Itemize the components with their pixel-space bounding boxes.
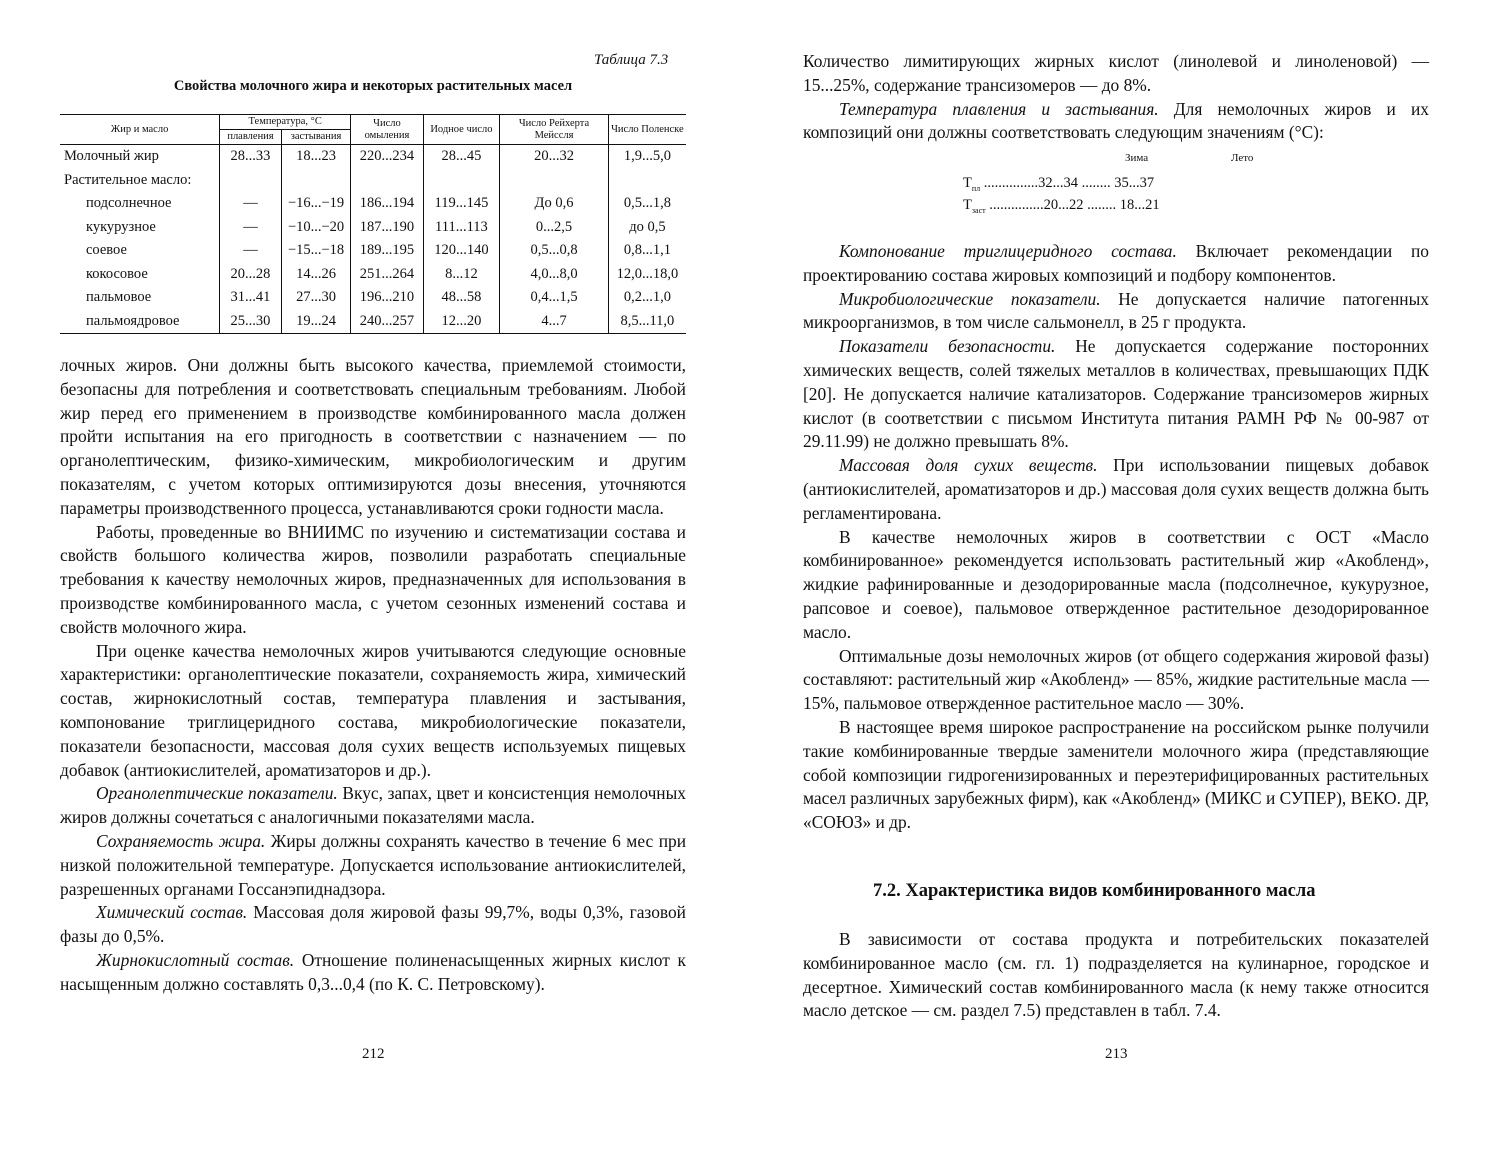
right-body-text-middle bbox=[803, 240, 1429, 835]
cell-rm: 20...32 bbox=[500, 145, 609, 169]
paragraph: В настоящее время широкое распространение на российском рынке получили такие комбинированные твердые заменители молочного жира (представляющие собой композиции гидрогенизированных и переэтерифицированных растительных масел различных зарубежных фирм), как «Акобленд» (МИКС и СУПЕР), ВЕКО. ДР, «СОЮЗ» и др. bbox=[803, 716, 1429, 833]
leader-dots: ........ bbox=[1083, 197, 1120, 213]
cell-sapon: 251...264 bbox=[351, 263, 423, 287]
cell-solid: −15...−18 bbox=[281, 239, 350, 263]
paragraph: Количество лимитирующих жирных кислот (линолевой и линоленовой) — 15...25%, содержание трансизомеров — до 8%. bbox=[803, 51, 1429, 95]
paragraph-lead: Массовая доля сухих веществ. bbox=[839, 455, 1098, 476]
cell-name: соевое bbox=[86, 242, 127, 258]
table-row bbox=[60, 216, 686, 240]
cell-solid: 27...30 bbox=[281, 286, 350, 310]
leader-dots: ........ bbox=[1078, 175, 1115, 191]
cell-pol: 0,2...1,0 bbox=[608, 286, 686, 310]
col-header-saponification: Число омыления bbox=[351, 115, 423, 145]
right-body-text-top bbox=[803, 50, 1429, 145]
col-header-melting: плавления bbox=[220, 130, 282, 145]
paragraph-lead: Микробиологические показатели. bbox=[839, 288, 1101, 309]
cell-solid: −16...−19 bbox=[281, 192, 350, 216]
cell-melt: 28...33 bbox=[220, 145, 282, 169]
paragraph bbox=[803, 98, 1429, 146]
cell-rm: 4,0...8,0 bbox=[500, 263, 609, 287]
paragraph: Работы, проведенные во ВНИИМС по изучению и систематизации состава и свойств большого количества жиров, позволили разработать специальные требования к качеству немолочных жиров, предназначенных для использования в производстве комбинированного масла, с учетом сезонных изменений состава и свойств молочного жира. bbox=[60, 521, 686, 637]
temperature-header bbox=[963, 152, 1293, 172]
cell-rm bbox=[500, 169, 609, 193]
cell-rm: 0,5...0,8 bbox=[500, 239, 609, 263]
paragraph-text: Жиры должны сохранять качество в течение 6 мес при низкой положительной температуре. Допускается использование антиокислителей, разрешенных органами Госсанэпиднадзора. bbox=[60, 830, 686, 899]
cell-sapon: 189...195 bbox=[351, 239, 423, 263]
cell-melt: — bbox=[220, 239, 282, 263]
summer-value: 35...37 bbox=[1114, 175, 1155, 191]
cell-name: Растительное масло: bbox=[64, 171, 192, 188]
cell-rm: 0,4...1,5 bbox=[500, 286, 609, 310]
cell-melt bbox=[220, 169, 282, 193]
paragraph-lead: Жирнокислотный состав. bbox=[96, 949, 295, 970]
cell-melt: — bbox=[220, 192, 282, 216]
winter-value: 32...34 bbox=[1038, 175, 1079, 191]
cell-iodine: 119...145 bbox=[423, 192, 500, 216]
leader-dots: ............... bbox=[985, 197, 1044, 213]
cell-name: подсолнечное bbox=[86, 195, 172, 211]
temperature-row-melting bbox=[963, 172, 1293, 194]
cell-rm: До 0,6 bbox=[500, 192, 609, 216]
cell-sapon bbox=[351, 169, 423, 193]
paragraph bbox=[60, 782, 686, 830]
cell-pol: до 0,5 bbox=[608, 216, 686, 240]
paragraph bbox=[60, 830, 686, 901]
paragraph bbox=[60, 949, 686, 997]
cell-name: кокосовое bbox=[86, 265, 148, 282]
temp-subscript: заст bbox=[971, 205, 986, 215]
paragraph-text: Вкус, запах, цвет и консистенция немолочных жиров должны сочетаться с аналогичными показателями масла. bbox=[60, 783, 686, 828]
temperature-values bbox=[963, 152, 1293, 216]
col-header-iodine: Иодное число bbox=[423, 115, 500, 145]
paragraph-lead: Сохраняемость жира. bbox=[96, 830, 266, 851]
temperature-row-solidification bbox=[963, 194, 1293, 216]
cell-name: Молочный жир bbox=[64, 148, 159, 164]
paragraph bbox=[803, 240, 1429, 288]
paragraph-text: Включает рекомендации по проектированию состава жировых композиций и подбору компонентов. bbox=[803, 241, 1429, 285]
left-body-text bbox=[60, 354, 686, 997]
paragraph-lead: Химический состав. bbox=[96, 902, 248, 923]
paragraph-text: При использовании пищевых добавок (антиокислителей, ароматизаторов и др.) массовая доля сухих веществ должна быть регламентирована. bbox=[803, 455, 1429, 523]
col-header-reichert-meissl: Число Рейхерта Мейссля bbox=[500, 115, 609, 145]
paragraph-lead: Показатели безопасности. bbox=[839, 336, 1056, 357]
cell-sapon: 186...194 bbox=[351, 192, 423, 216]
paragraph-text: Не допускается наличие патогенных микроорганизмов, в том числе сальмонелл, в 25 г продукта. bbox=[803, 288, 1429, 333]
table-row bbox=[60, 145, 686, 169]
cell-rm: 4...7 bbox=[500, 310, 609, 334]
paragraph: Оптимальные дозы немолочных жиров (от общего содержания жировой фазы) составляют: растительный жир «Акобленд» — 85%, жидкие растительные масла — 15%, пальмовое отвержденное растительное масло — 30%. bbox=[803, 645, 1429, 714]
col-header-polenske: Число Поленске bbox=[608, 115, 686, 145]
winter-value: 20...22 bbox=[1043, 197, 1084, 213]
cell-melt: 31...41 bbox=[220, 286, 282, 310]
cell-solid: 14...26 bbox=[281, 263, 350, 287]
leader-dots: ............... bbox=[980, 175, 1039, 191]
col-header-fat: Жир и масло bbox=[110, 123, 169, 135]
cell-pol: 0,5...1,8 bbox=[608, 192, 686, 216]
cell-solid bbox=[281, 169, 350, 193]
table-label: Таблица 7.3 bbox=[594, 52, 669, 68]
cell-iodine bbox=[423, 169, 500, 193]
cell-pol: 8,5...11,0 bbox=[608, 310, 686, 334]
cell-pol: 1,9...5,0 bbox=[608, 145, 686, 169]
cell-melt: 20...28 bbox=[220, 263, 282, 287]
table-row bbox=[60, 263, 686, 287]
cell-iodine: 111...113 bbox=[423, 216, 500, 240]
section-heading: 7.2. Характеристика видов комбинированного масла bbox=[873, 881, 1316, 901]
page-number: 212 bbox=[362, 1046, 385, 1062]
paragraph bbox=[803, 454, 1429, 525]
cell-iodine: 12...20 bbox=[423, 310, 500, 334]
cell-iodine: 120...140 bbox=[423, 239, 500, 263]
paragraph-text: Отношение полиненасыщенных жирных кислот к насыщенным должно составлять 0,3...0,4 (по К. С. Петровскому). bbox=[60, 949, 686, 994]
cell-pol: 0,8...1,1 bbox=[608, 239, 686, 263]
paragraph-text: Для немолочных жиров и их композиций они должны соответствовать следующим значениям (°С): bbox=[803, 98, 1429, 143]
cell-solid: 18...23 bbox=[281, 145, 350, 169]
table-row bbox=[60, 192, 686, 216]
paragraph-text: Не допускается содержание посторонних химических веществ, солей тяжелых металлов в количествах, превышающих ПДК [20]. Не допускается наличие катализаторов. Содержание трансизомеров жирных кислот (в соответствии с письмом Института питания РАМН РФ № 00-987 от 29.11.99) не должно превышать 8%. bbox=[803, 336, 1430, 452]
summer-value: 18...21 bbox=[1119, 197, 1160, 213]
cell-name: пальмоядровое bbox=[60, 310, 220, 334]
cell-sapon: 240...257 bbox=[351, 310, 423, 334]
col-header-solidification: застывания bbox=[281, 130, 350, 145]
cell-melt: 25...30 bbox=[220, 310, 282, 334]
fat-properties-table bbox=[60, 114, 686, 334]
paragraph-lead: Компонование триглицеридного состава. bbox=[839, 241, 1177, 261]
paragraph-lead: Органолептические показатели. bbox=[96, 783, 338, 804]
cell-pol: 12,0...18,0 bbox=[608, 263, 686, 287]
paragraph: При оценке качества немолочных жиров учитываются следующие основные характеристики: органолептические показатели, сохраняемость жира, химический состав, жирнокислотный состав, температура плавления и застывания, компонование триглицеридного состава, микробиологические показатели, показатели безопасности, массовая доля сухих веществ используемых пищевых добавок (антиокислителей, ароматизаторов и др.). bbox=[60, 640, 686, 780]
table-title: Свойства молочного жира и некоторых растительных масел bbox=[173, 78, 573, 94]
cell-solid: −10...−20 bbox=[281, 216, 350, 240]
cell-iodine: 28...45 bbox=[423, 145, 500, 169]
cell-iodine: 48...58 bbox=[423, 286, 500, 310]
paragraph-lead: Температура плавления и застывания. bbox=[839, 98, 1159, 119]
temp-subscript: пл bbox=[971, 183, 981, 193]
cell-name: кукурузное bbox=[86, 218, 156, 235]
table-row bbox=[60, 286, 686, 310]
table-row bbox=[60, 169, 686, 193]
right-body-text-bottom bbox=[803, 928, 1429, 1023]
cell-sapon: 220...234 bbox=[351, 145, 423, 169]
cell-iodine: 8...12 bbox=[423, 263, 500, 287]
cell-rm: 0...2,5 bbox=[500, 216, 609, 240]
summer-label: Лето bbox=[1231, 152, 1254, 164]
cell-sapon: 196...210 bbox=[351, 286, 423, 310]
page-number: 213 bbox=[1105, 1046, 1128, 1062]
paragraph-text: Массовая доля жировой фазы 99,7%, воды 0,3%, газовой фазы до 0,5%. bbox=[60, 902, 686, 947]
cell-pol bbox=[608, 169, 686, 193]
cell-solid: 19...24 bbox=[281, 310, 350, 334]
temp-symbol: T bbox=[963, 197, 972, 213]
cell-name: пальмовое bbox=[86, 289, 152, 305]
paragraph bbox=[803, 335, 1429, 454]
col-header-temperature: Температура, °С bbox=[220, 115, 351, 130]
temp-symbol: T bbox=[963, 175, 972, 191]
paragraph bbox=[803, 288, 1429, 336]
cell-melt: — bbox=[220, 216, 282, 240]
table-row bbox=[60, 239, 686, 263]
paragraph bbox=[60, 901, 686, 949]
paragraph: лочных жиров. Они должны быть высокого качества, приемлемой стоимости, безопасны для потребления и соответствовать специальным требованиям. Любой жир перед его применением в производстве комбинированного масла должен пройти испытания на его пригодность в соответствии с назначением — по органолептическим, физико-химическим, микробиологическим и другим показателям, с учетом которых оптимизируются дозы внесения, уточняются параметры производственного процесса, устанавливаются сроки годности масла. bbox=[60, 355, 686, 518]
paragraph: В зависимости от состава продукта и потребительских показателей комбинированное масло (см. гл. 1) подразделяется на кулинарное, городское и десертное. Химический состав комбинированного масла (к нему также относится масло детское — см. раздел 7.5) представлен в табл. 7.4. bbox=[803, 929, 1429, 1021]
winter-label: Зима bbox=[1125, 152, 1149, 164]
table-row bbox=[60, 310, 686, 334]
paragraph: В качестве немолочных жиров в соответствии с ОСТ «Масло комбинированное» рекомендуется использовать растительный жир «Акобленд», жидкие рафинированные и дезодорированные масла (подсолнечное, кукурузное, рапсовое и соевое), пальмовое отвержденное растительное дезодорированное масло. bbox=[803, 526, 1429, 642]
cell-sapon: 187...190 bbox=[351, 216, 423, 240]
